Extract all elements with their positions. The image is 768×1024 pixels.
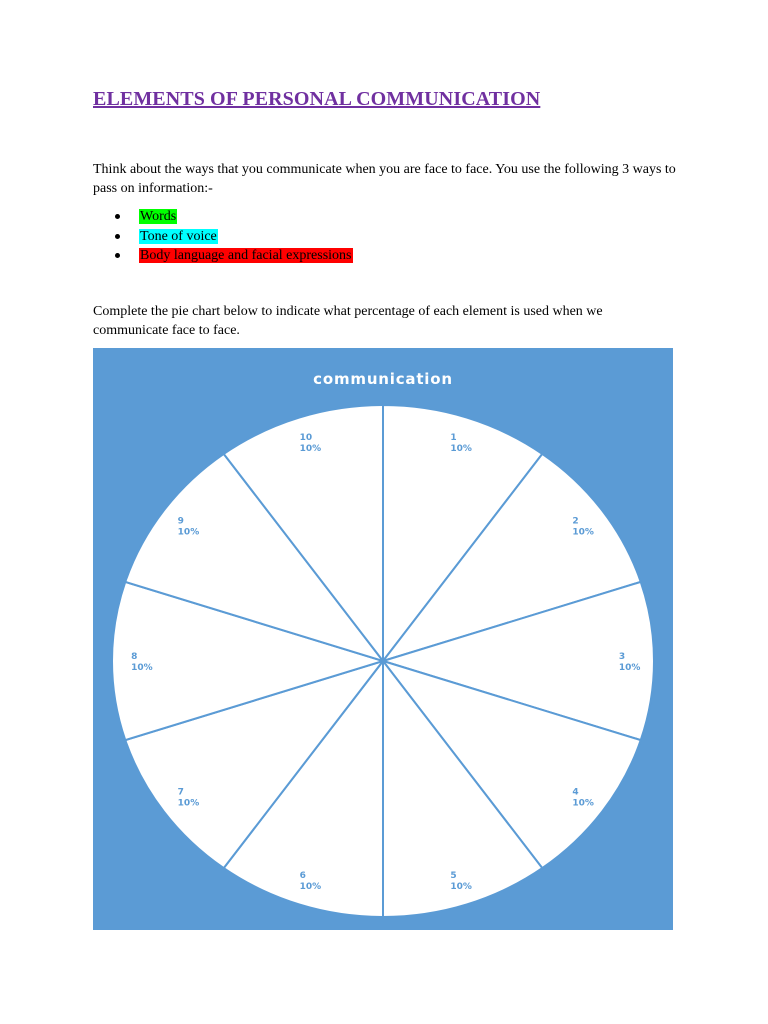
elements-list — [115, 207, 353, 266]
instruction-paragraph: Complete the pie chart below to indicate what percentage of each element is used when we communicate face to face. — [93, 304, 603, 338]
chart-title: communication — [313, 370, 453, 388]
slice-label-6: 6 10% — [299, 871, 322, 893]
slice-label-9: 9 10% — [177, 516, 200, 538]
bullet-words: Words — [140, 209, 177, 224]
bullet-icon — [115, 234, 120, 239]
pie-chart — [93, 348, 673, 930]
pie-chart-panel — [93, 348, 673, 930]
slice-label-1: 1 10% — [450, 432, 472, 454]
slice-label-8: 8 10% — [131, 652, 153, 673]
bullet-icon — [115, 214, 120, 219]
bullet-body-language: Body language and facial expressions — [140, 248, 352, 263]
list-item — [115, 207, 353, 227]
slice-label-5: 5 10% — [450, 871, 472, 893]
slice-label-3: 3 10% — [618, 652, 641, 673]
list-item — [115, 246, 353, 266]
list-item — [115, 227, 353, 247]
intro-paragraph: Think about the ways that you communicate when you are face to face. You use the following 3 ways to pass on information:- — [93, 162, 676, 196]
bullet-icon — [115, 253, 120, 258]
document-title: ELEMENTS OF PERSONAL COMMUNICATION — [93, 88, 541, 110]
slice-label-4: 4 10% — [572, 787, 594, 809]
bullet-tone-of-voice: Tone of voice — [140, 228, 217, 244]
slice-label-10: 10 10% — [299, 432, 322, 454]
slice-label-2: 2 10% — [572, 516, 594, 538]
slice-label-7: 7 10% — [177, 787, 200, 809]
